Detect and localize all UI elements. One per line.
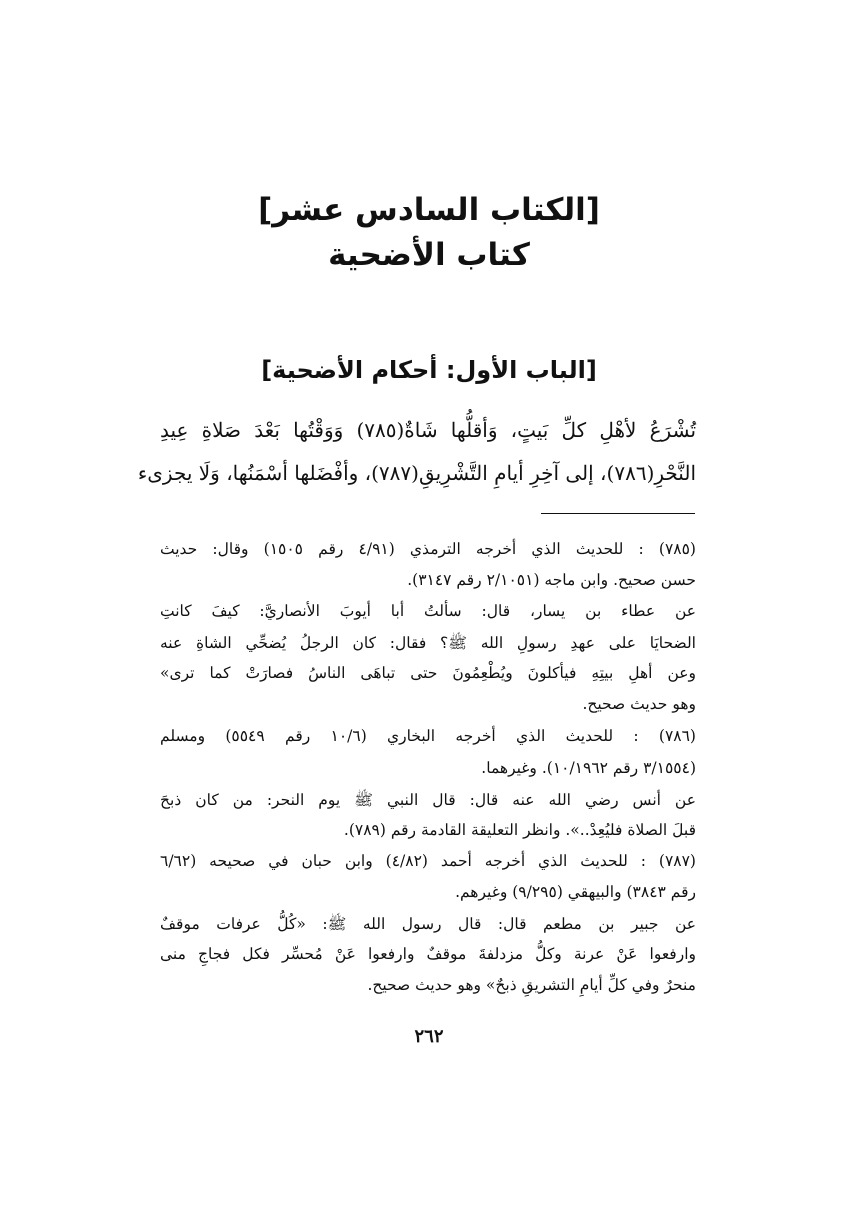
book-title: [الكتاب السادس عشر] [258,192,600,228]
page-number: ٢٦٢ [414,1026,444,1047]
footnote-line: حسن صحيح. وابن ماجه (٢/١٠٥١ رقم ٣١٤٧). [407,571,696,589]
main-text-line: النَّحْرِ(٧٨٦)، إلى آخِرِ أيامِ التَّشْرِيقِ(٧٨٧)، وأفْضَلها أسْمَنُها، وَلَا يجزىء [137,461,696,485]
footnote-line: (٧٨٦) : للحديث الذي أخرجه البخاري (١٠/٦ رقم ٥٥٤٩) ومسلم [160,727,696,745]
footnote-line: الضحايَا على عهدِ رسولِ الله ﷺ؟ فقال: كان الرجلُ يُضحِّي الشاةِ عنه [160,634,696,652]
footnote-line: (٧٨٧) : للحديث الذي أخرجه أحمد (٤/٨٢) وابن حبان في صحيحه (٦/٦٢ [160,852,696,870]
footnote-line: قبلَ الصلاة فليُعِدْ..». وانظر التعليقة القادمة رقم (٧٨٩). [343,821,696,839]
footnote-line: منحرٌ وفي كلِّ أيامِ التشريقِ ذبحٌ» وهو حديث صحيح. [367,976,696,994]
footnote-line: (٧٨٥) : للحديث الذي أخرجه الترمذي (٤/٩١ رقم ١٥٠٥) وقال: حديث [160,540,696,558]
footnote-line: عن جبير بن مطعم قال: قال رسول الله ﷺ: «كُلُّ عرفات موقفٌ [160,915,696,933]
footnote-line: (٣/١٥٥٤ رقم ١٠/١٩٦٢). وغيرهما. [481,759,696,777]
footnote-line: وعن أهلِ بيتِهِ فيأكلونَ ويُطْعِمُونَ حتى تباهَى الناسُ فصارَتْ كما ترى» [160,664,696,682]
footnote-separator [541,513,695,514]
book-subtitle: كتاب الأضحية [328,237,530,273]
main-text-line: تُشْرَعُ لأهْلِ كلِّ بَيتٍ، وَأقلُّها شَاةٌ(٧٨٥) وَوَقْتُها بَعْدَ صَلاةِ عِيدِ [160,418,697,442]
footnote-line: رقم ٣٨٤٣) والبيهقي (٩/٢٩٥) وغيرهم. [455,883,696,901]
chapter-title: [الباب الأول: أحكام الأضحية] [261,356,597,384]
footnote-line: وهو حديث صحيح. [582,695,696,713]
footnote-line: عن عطاء بن يسار، قال: سألتُ أبا أيوبَ الأنصاريَّ: كيفَ كانتِ [160,602,696,620]
footnote-line: عن أنس رضي الله عنه قال: قال النبي ﷺ يوم النحر: من كان ذبحَ [160,791,696,809]
footnote-line: وارفعوا عَنْ عرنة وكلُّ مزدلفةَ موقفٌ وارفعوا عَنْ مُحسِّر فكل فجاجِ منى [160,945,696,963]
